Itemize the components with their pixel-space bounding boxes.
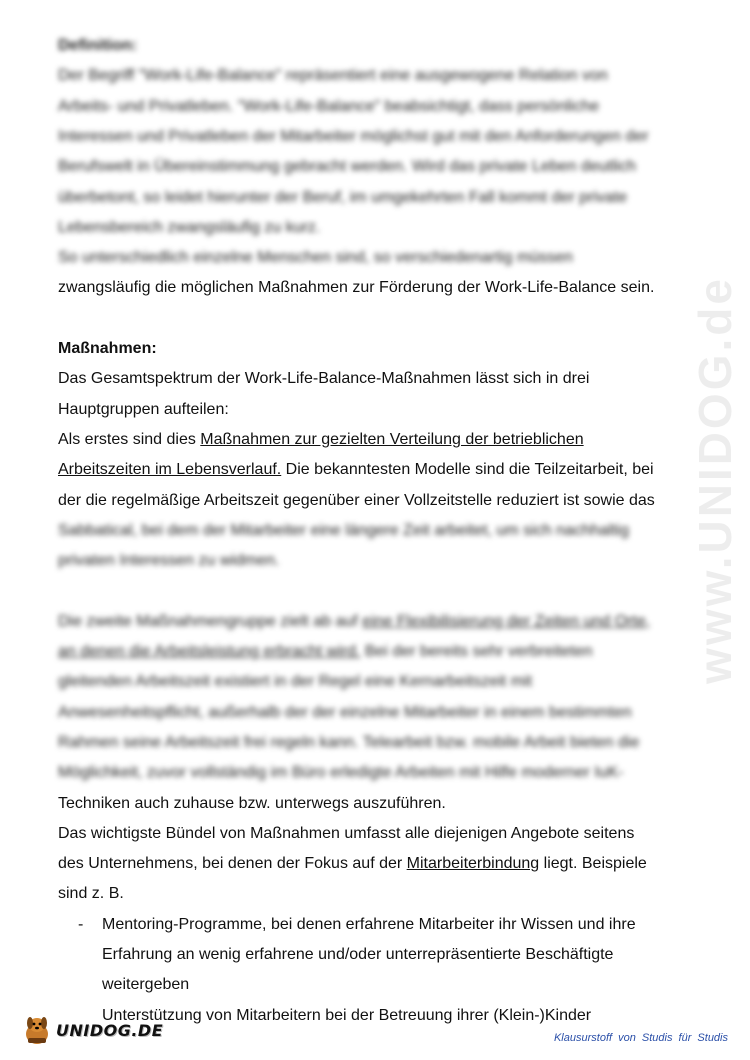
text-line: Das Gesamtspektrum der Work-Life-Balance-Maßnahmen lässt sich in drei <box>58 370 590 388</box>
underlined-phrase: eine Flexibilisierung der Zeiten und Orte, <box>362 612 651 630</box>
text-line: überbetont, so leidet hierunter der Beruf, im umgekehrten Fall kommt der private <box>58 188 628 206</box>
section-heading: Maßnahmen: <box>58 340 157 357</box>
text-line: Der Begriff "Work-Life-Balance" repräsentiert eine ausgewogene Relation von <box>58 67 608 85</box>
text-line: Anwesenheitspflicht, außerhalb der der einzelne Mitarbeiter in einem bestimmten <box>58 703 632 721</box>
text-line: Arbeits- und Privatleben. "Work-Life-Balance" beabsichtigt, dass persönliche <box>58 97 600 115</box>
text-line: Lebensbereich zwangsläufig zu kurz. <box>58 218 321 236</box>
text-span: Als erstes sind dies <box>58 430 201 448</box>
underlined-phrase: Mitarbeiterbindung <box>406 855 540 873</box>
text-line: Möglichkeit, zuvor vollständig im Büro erledigte Arbeiten mit Hilfe moderner IuK- <box>58 764 624 782</box>
text-line: Unterstützung von Mitarbeitern bei der Betreuung ihrer (Klein-)Kinder <box>102 1006 592 1024</box>
text-line: Das wichtigste Bündel von Maßnahmen umfasst alle diejenigen Angebote seitens <box>58 824 635 842</box>
text-line: weitergeben <box>102 976 190 994</box>
text-span: liegt. Beispiele <box>539 855 647 873</box>
logo-text: UNIDOG.DE <box>56 1020 164 1040</box>
text-line: gleitenden Arbeitszeit existiert in der Regel eine Kernarbeitszeit mit <box>58 673 533 691</box>
text-line: Erfahrung an wenig erfahrene und/oder unterrepräsentierte Beschäftigte <box>102 946 614 963</box>
text-line: Mentoring-Programme, bei denen erfahrene Mitarbeiter ihr Wissen und ihre <box>102 915 636 933</box>
text-line: Sabbatical, bei dem der Mitarbeiter eine längere Zeit arbeitet, um sich nachhaltig <box>58 521 629 539</box>
text-line: Techniken auch zuhause bzw. unterwegs auszuführen. <box>58 794 446 812</box>
text-line: Hauptgruppen aufteilen: <box>58 400 229 418</box>
text-span: Die bekanntesten Modelle sind die Teilzeitarbeit, bei <box>281 461 654 479</box>
text-line: Interessen und Privatleben der Mitarbeiter möglichst gut mit den Anforderungen der <box>58 127 649 145</box>
text-line <box>58 460 654 480</box>
footer-tagline: Klausurstoff von Studis für Studis <box>553 1032 728 1044</box>
text-line: zwangsläufig die möglichen Maßnahmen zur Förderung der Work-Life-Balance sein. <box>58 279 655 297</box>
watermark <box>660 200 750 760</box>
text-span: Bei der bereits sehr verbreiteten <box>360 643 593 660</box>
bullet-marker: - <box>78 915 84 933</box>
text-span: des Unternehmens, bei denen der Fokus auf der <box>58 855 407 873</box>
text-span: Die zweite Maßnahmengruppe zielt ab auf <box>58 612 363 630</box>
text-line: der die regelmäßige Arbeitszeit gegenüber einer Vollzeitstelle reduziert ist sowie das <box>58 491 655 509</box>
text-line: privaten Interessen zu widmen. <box>58 552 280 570</box>
text-line <box>58 612 650 632</box>
text-line: Rahmen seine Arbeitszeit frei regeln kann. Telearbeit bzw. mobile Arbeit bieten die <box>58 733 640 751</box>
text-line <box>58 430 584 450</box>
text-line: So unterschiedlich einzelne Menschen sind, so verschiedenartig müssen <box>58 249 573 267</box>
underlined-phrase: an denen die Arbeitsleistung erbracht wird. <box>58 643 361 660</box>
section-heading: Definition: <box>58 37 138 54</box>
text-line: sind z. B. <box>58 885 124 903</box>
underlined-phrase: Maßnahmen zur gezielten Verteilung der betrieblichen <box>200 430 584 448</box>
text-line: Berufswelt in Übereinstimmung gebracht werden. Wird das private Leben deutlich <box>58 158 637 176</box>
footer-logo <box>22 1012 182 1048</box>
underlined-phrase: Arbeitszeiten im Lebensverlauf. <box>58 461 282 479</box>
dog-logo-icon <box>22 1014 52 1046</box>
text-line <box>58 642 593 662</box>
watermark-text: www.UNIDOG.de <box>689 276 742 684</box>
text-line <box>58 854 647 874</box>
